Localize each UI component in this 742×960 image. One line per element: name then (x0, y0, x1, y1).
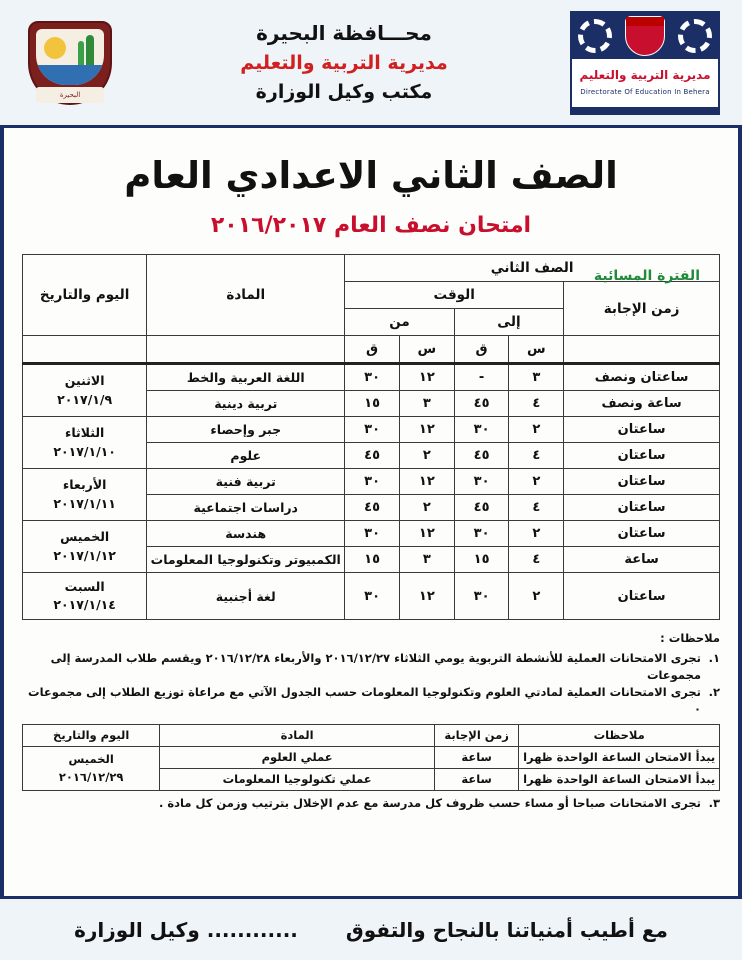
cell-subject: دراسات اجتماعية (147, 495, 345, 521)
cell-to-minute: - (454, 364, 509, 391)
page-title: الصف الثاني الاعدادي العام (124, 154, 618, 197)
schedule-table-wrap (22, 254, 720, 620)
cell-from-minute: ٤٥ (345, 495, 400, 521)
footer-signature (74, 918, 298, 942)
cell-answer-time: ساعتان ونصف (564, 364, 720, 391)
day-date: ٢٠١٧/١/١٤ (53, 597, 116, 613)
cell-from-minute: ١٥ (345, 547, 400, 573)
cell-day-date (23, 469, 147, 521)
cell-to-minute: ٣٠ (454, 417, 509, 443)
cell-subject: عملي العلوم (160, 746, 435, 768)
cell-day-date (23, 364, 147, 417)
cell-to-minute: ٤٥ (454, 495, 509, 521)
sun-icon (44, 37, 66, 59)
cell-from-minute: ٣٠ (345, 417, 400, 443)
table-row (23, 573, 720, 620)
cell-to-hour: ٢ (509, 521, 564, 547)
crest-icon (625, 16, 665, 56)
notes-title: ملاحظات : (660, 631, 720, 646)
cell-to-minute: ٤٥ (454, 443, 509, 469)
cell-to-hour: ٢ (509, 573, 564, 620)
cell-to-hour: ٢ (509, 417, 564, 443)
day-name: السبت (64, 579, 105, 594)
header-answer-time: زمن الإجابة (564, 282, 720, 336)
cell-from-minute: ٣٠ (345, 521, 400, 547)
water-icon (36, 65, 104, 85)
cell-from-hour: ٣ (399, 391, 454, 417)
cell-to-minute: ٤٥ (454, 391, 509, 417)
note-number: ٢. (708, 685, 720, 699)
cell-from-hour: ١٢ (399, 417, 454, 443)
header-from-minute: ق (345, 336, 400, 364)
note-text: تجرى الامتحانات صباحا أو مساء حسب ظروف كل مدرسة مع عدم الإخلال بترتيب وزمن كل مادة . (158, 796, 701, 811)
day-name: الخميس (60, 529, 110, 545)
header-to-hour: س (509, 336, 564, 364)
cell-subject: هندسة (147, 521, 345, 547)
list-item (22, 795, 720, 812)
cell-day-date (23, 521, 147, 573)
cell-day-date (23, 573, 147, 620)
governorate-logo (22, 17, 118, 109)
cell-to-minute: ٣٠ (454, 469, 509, 495)
cell-subject: تربية دينية (147, 391, 345, 417)
cell-from-minute: ٣٠ (345, 469, 400, 495)
page-header (0, 0, 742, 128)
header-subject: المادة (160, 724, 435, 746)
logo-top-band (572, 13, 718, 59)
header-titles (118, 18, 570, 108)
list-item (22, 650, 720, 685)
header-spacer (564, 336, 720, 364)
cell-to-hour: ٤ (509, 547, 564, 573)
cell-answer-time: ساعة (434, 769, 518, 791)
day-name: الاثنين (64, 373, 105, 389)
cell-from-minute: ١٥ (345, 391, 400, 417)
footer-wish: مع أطيب أمنياتنا بالنجاح والتفوق (345, 917, 668, 942)
practical-exams-table (22, 724, 720, 792)
page-subtitle: امتحان نصف العام ٢٠١٦/٢٠١٧ (210, 213, 532, 238)
note-text: تجرى الامتحانات العملية لمادتي العلوم وتكنولوجيا المعلومات حسب الجدول الآتي مع مراعاة توزيع الطلاب إلى مجموعات ٠ (28, 685, 701, 717)
header-from: من (345, 309, 455, 336)
cell-from-hour: ٢ (399, 443, 454, 469)
cell-subject: علوم (147, 443, 345, 469)
cell-answer-time: ساعتان (564, 469, 720, 495)
day-date: ٢٠١٧/١/١١ (53, 495, 116, 511)
header-subject-spacer (147, 336, 345, 364)
schedule-table (22, 254, 720, 620)
gear-icon-secondary (678, 19, 712, 53)
practical-table-body (23, 746, 720, 791)
cell-from-minute: ٣٠ (345, 573, 400, 620)
logo-caption: البحيرة (36, 87, 104, 103)
list-item (22, 684, 720, 719)
table-row (23, 417, 720, 443)
left-border (0, 128, 4, 896)
cell-answer-time: ساعتان (564, 417, 720, 443)
footer-dots: ............ (206, 917, 298, 942)
cell-day-date (23, 417, 147, 469)
day-name: الأربعاء (62, 477, 107, 493)
cell-note: يبدأ الامتحان الساعة الواحدة ظهرا (519, 769, 720, 791)
header-day-date: اليوم والتاريخ (23, 255, 147, 336)
directorate-line: مديرية التربية والتعليم (240, 51, 448, 74)
period-label: الفترة المسائية (593, 268, 700, 284)
cell-answer-time: ساعتان (564, 495, 720, 521)
directorate-name-ar: مديرية التربية والتعليم (579, 67, 711, 82)
directorate-logo (570, 11, 720, 115)
cell-day-date (23, 746, 160, 791)
header-day-spacer (23, 336, 147, 364)
page-footer (0, 896, 742, 960)
cell-from-minute: ٤٥ (345, 443, 400, 469)
cell-subject: جبر وإحصاء (147, 417, 345, 443)
day-name: الثلاثاء (64, 425, 105, 441)
cell-to-hour: ٤ (509, 443, 564, 469)
table-row (23, 724, 720, 746)
day-date: ٢٠١٦/١٢/٢٩ (58, 769, 124, 784)
table-row (23, 469, 720, 495)
header-day-date: اليوم والتاريخ (23, 724, 160, 746)
cell-subject: عملي تكنولوجيا المعلومات (160, 769, 435, 791)
note-number: ١. (708, 650, 720, 665)
cell-to-minute: ١٥ (454, 547, 509, 573)
cell-to-minute: ٣٠ (454, 573, 509, 620)
practical-table-head (23, 724, 720, 746)
cell-from-hour: ١٢ (399, 469, 454, 495)
header-grade: الصف الثاني (345, 255, 720, 282)
cell-answer-time: ساعتان (564, 443, 720, 469)
note-text: تجرى الامتحانات العملية للأنشطة التربوية يومي الثلاثاء ٢٠١٦/١٢/٢٧ والأربعاء ٢٠١٦/١٢/٢٨ ويقسم طلاب المدرسة إلى مجموعات (50, 650, 701, 682)
cell-subject: الكمبيوتر وتكنولوجيا المعلومات (147, 547, 345, 573)
cell-answer-time: ساعة (434, 746, 518, 768)
header-answer-time: زمن الإجابة (434, 724, 518, 746)
cell-answer-time: ساعتان (564, 521, 720, 547)
cell-answer-time: ساعة ونصف (564, 391, 720, 417)
directorate-name-en: Directorate Of Education In Behera (580, 87, 710, 96)
cell-from-hour: ١٢ (399, 573, 454, 620)
gear-icon (578, 19, 612, 53)
cell-from-hour: ١٢ (399, 364, 454, 391)
header-from-hour: س (399, 336, 454, 364)
table-row (23, 364, 720, 391)
cell-to-hour: ٣ (509, 364, 564, 391)
emblem-inner (36, 29, 104, 85)
day-date: ٢٠١٧/١/٩ (57, 391, 113, 407)
cell-from-hour: ٢ (399, 495, 454, 521)
table-row (23, 521, 720, 547)
cell-subject: اللغة العربية والخط (147, 364, 345, 391)
header-notes: ملاحظات (519, 724, 720, 746)
day-date: ٢٠١٧/١/١٠ (53, 443, 116, 459)
header-subject: المادة (147, 255, 345, 336)
cell-to-hour: ٤ (509, 495, 564, 521)
cell-subject: لغة أجنبية (147, 573, 345, 620)
cell-to-hour: ٢ (509, 469, 564, 495)
cell-from-hour: ١٢ (399, 521, 454, 547)
cell-from-hour: ٣ (399, 547, 454, 573)
table-row (23, 336, 720, 364)
cell-to-hour: ٤ (509, 391, 564, 417)
table-row (23, 746, 720, 768)
header-to-minute: ق (454, 336, 509, 364)
cell-from-minute: ٣٠ (345, 364, 400, 391)
cell-subject: تربية فنية (147, 469, 345, 495)
notes-section (22, 630, 720, 812)
governorate-name: محـــافظة البحيرة (256, 20, 432, 45)
schedule-table-body (23, 364, 720, 620)
cell-answer-time: ساعتان (564, 573, 720, 620)
footer-signature-label: وكيل الوزارة (74, 917, 200, 942)
cell-to-minute: ٣٠ (454, 521, 509, 547)
cell-answer-time: ساعة (564, 547, 720, 573)
right-border (738, 128, 742, 896)
header-time: الوقت (345, 282, 564, 309)
office-line: مكتب وكيل الوزارة (255, 81, 433, 103)
header-to: إلى (454, 309, 563, 336)
logo-bottom-stripe (572, 107, 718, 113)
cell-note: يبدأ الامتحان الساعة الواحدة ظهرا (519, 746, 720, 768)
day-date: ٢٠١٧/١/١٢ (53, 547, 116, 563)
note-number: ٣. (708, 796, 720, 811)
day-name: الخميس (68, 752, 114, 767)
